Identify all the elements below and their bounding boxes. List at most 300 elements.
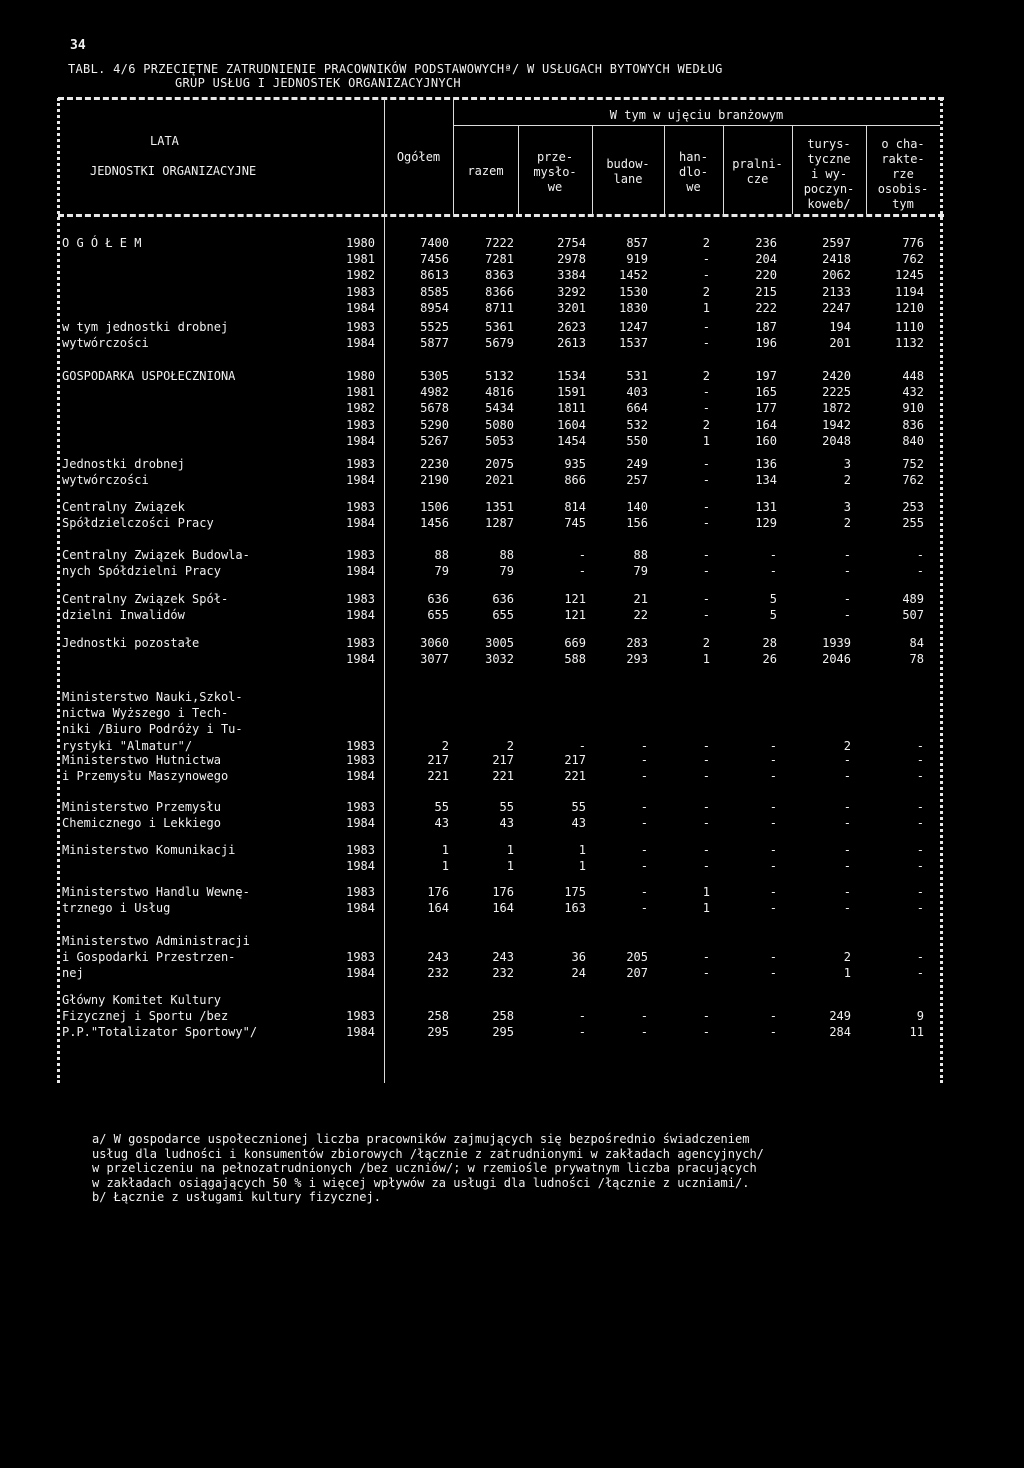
data-cell: 295 bbox=[427, 1025, 449, 1040]
row-year: 1983 bbox=[346, 457, 375, 471]
row-year: 1980 bbox=[346, 369, 375, 383]
data-cell: - bbox=[843, 592, 851, 606]
data-cell: - bbox=[702, 516, 710, 531]
data-cell: 79 bbox=[499, 564, 514, 579]
row-year: 1982 bbox=[346, 401, 375, 416]
data-cell: 1537 bbox=[619, 336, 648, 351]
row-label: nych Spółdzielni Pracy bbox=[62, 564, 221, 579]
data-cell: - bbox=[702, 268, 710, 283]
data-cell: 164 bbox=[755, 417, 777, 432]
row-year: 1984 bbox=[346, 336, 375, 351]
data-cell: - bbox=[702, 816, 710, 831]
data-cell: 217 bbox=[492, 753, 514, 767]
data-cell: - bbox=[769, 738, 777, 753]
data-cell: - bbox=[916, 753, 924, 767]
data-cell: 1 bbox=[506, 859, 514, 874]
row-year: 1983 bbox=[346, 753, 375, 767]
data-cell: 175 bbox=[564, 885, 586, 899]
data-cell: 1210 bbox=[895, 300, 924, 315]
data-cell: 176 bbox=[492, 885, 514, 899]
data-cell: 857 bbox=[626, 236, 648, 250]
data-cell: - bbox=[843, 564, 851, 579]
data-cell: 22 bbox=[633, 608, 648, 623]
data-cell: - bbox=[702, 401, 710, 416]
row-year: 1981 bbox=[346, 252, 375, 267]
data-cell: 1872 bbox=[822, 401, 851, 416]
data-cell: 221 bbox=[564, 769, 586, 784]
data-cell: - bbox=[702, 385, 710, 400]
data-cell: 55 bbox=[499, 800, 514, 814]
data-cell: 1591 bbox=[557, 385, 586, 400]
header-pralnicze: pralni- cze bbox=[732, 157, 783, 186]
data-cell: 1 bbox=[702, 652, 710, 667]
footnote-line: w przeliczeniu na pełnozatrudnionych /bez uczniów/; w rzemiośle prywatnym liczba pracujących bbox=[92, 1161, 757, 1175]
data-cell: 197 bbox=[755, 369, 777, 383]
data-cell: 78 bbox=[909, 652, 924, 667]
data-cell: - bbox=[702, 753, 710, 767]
data-cell: 36 bbox=[571, 950, 586, 965]
header-przemyslowe: prze- mysło- we bbox=[533, 150, 577, 194]
row-label: Ministerstwo Hutnictwa bbox=[62, 753, 221, 767]
row-label: niki /Biuro Podróży i Tu- bbox=[62, 722, 243, 737]
row-label: P.P."Totalizator Sportowy"/ bbox=[62, 1025, 258, 1040]
data-cell: - bbox=[843, 901, 851, 916]
data-cell: 243 bbox=[492, 950, 514, 965]
data-cell: 3005 bbox=[485, 636, 514, 650]
data-cell: - bbox=[702, 843, 710, 857]
data-cell: 257 bbox=[626, 473, 648, 488]
data-cell: 79 bbox=[434, 564, 449, 579]
data-cell: 4816 bbox=[485, 385, 514, 400]
data-cell: 55 bbox=[571, 800, 586, 814]
row-label: Ministerstwo Komunikacji bbox=[62, 843, 236, 857]
row-year: 1984 bbox=[346, 300, 375, 315]
data-cell: 207 bbox=[626, 966, 648, 981]
data-cell: 187 bbox=[755, 320, 777, 334]
data-cell: - bbox=[578, 564, 586, 579]
data-cell: 3077 bbox=[420, 652, 449, 667]
data-cell: 284 bbox=[829, 1025, 851, 1040]
data-cell: 1 bbox=[702, 433, 710, 448]
data-cell: - bbox=[702, 473, 710, 488]
data-cell: 2978 bbox=[557, 252, 586, 267]
data-cell: 88 bbox=[633, 548, 648, 562]
row-year: 1980 bbox=[346, 236, 375, 250]
data-cell: - bbox=[843, 816, 851, 831]
data-cell: - bbox=[702, 769, 710, 784]
data-cell: 7456 bbox=[420, 252, 449, 267]
data-cell: 1245 bbox=[895, 268, 924, 283]
data-cell: 1 bbox=[578, 859, 586, 874]
data-cell: 295 bbox=[492, 1025, 514, 1040]
data-cell: 3 bbox=[843, 457, 851, 471]
data-cell: 840 bbox=[902, 433, 924, 448]
data-cell: - bbox=[843, 548, 851, 562]
header-jednostki: JEDNOSTKI ORGANIZACYJNE bbox=[90, 164, 257, 178]
data-cell: 7222 bbox=[485, 236, 514, 250]
data-cell: 2623 bbox=[557, 320, 586, 334]
data-cell: 217 bbox=[427, 753, 449, 767]
row-year: 1983 bbox=[346, 636, 375, 650]
data-cell: 5305 bbox=[420, 369, 449, 383]
header-top-rule bbox=[58, 97, 944, 100]
data-cell: 164 bbox=[492, 901, 514, 916]
data-cell: - bbox=[916, 901, 924, 916]
data-cell: - bbox=[578, 1025, 586, 1040]
page-number: 34 bbox=[70, 38, 86, 53]
footnote-line: w zakładach osiągających 50 % i więcej wpływów za usługi dla ludności /łącznie z uczniami/. bbox=[92, 1175, 750, 1190]
data-cell: 5 bbox=[769, 608, 777, 623]
row-label: Centralny Związek bbox=[62, 500, 185, 514]
data-cell: - bbox=[640, 1025, 648, 1040]
data-cell: 1 bbox=[702, 300, 710, 315]
data-cell: 664 bbox=[626, 401, 648, 416]
data-cell: 1939 bbox=[822, 636, 851, 650]
data-cell: 3201 bbox=[557, 300, 586, 315]
data-cell: - bbox=[769, 564, 777, 579]
data-cell: 814 bbox=[564, 500, 586, 514]
data-cell: 204 bbox=[755, 252, 777, 267]
data-cell: 8613 bbox=[420, 268, 449, 283]
data-cell: 79 bbox=[633, 564, 648, 579]
data-cell: 134 bbox=[755, 473, 777, 488]
data-cell: 2 bbox=[702, 236, 710, 250]
data-cell: 8711 bbox=[485, 300, 514, 315]
row-year: 1983 bbox=[346, 738, 375, 753]
data-cell: 121 bbox=[564, 592, 586, 606]
row-year: 1983 bbox=[346, 500, 375, 514]
row-year: 1983 bbox=[346, 592, 375, 606]
data-cell: - bbox=[640, 901, 648, 916]
data-cell: - bbox=[769, 950, 777, 965]
row-label: Jednostki drobnej bbox=[62, 457, 185, 471]
column-divider bbox=[384, 98, 385, 1083]
data-cell: - bbox=[916, 816, 924, 831]
data-cell: - bbox=[640, 885, 648, 899]
data-cell: - bbox=[702, 608, 710, 623]
data-cell: 253 bbox=[902, 500, 924, 514]
data-cell: 866 bbox=[564, 473, 586, 488]
data-cell: 1534 bbox=[557, 369, 586, 383]
header-budowlane: budow- lane bbox=[606, 157, 650, 186]
data-cell: - bbox=[702, 457, 710, 471]
data-cell: 164 bbox=[427, 901, 449, 916]
data-cell: 121 bbox=[564, 608, 586, 623]
data-cell: 1506 bbox=[420, 500, 449, 514]
row-year: 1983 bbox=[346, 843, 375, 857]
data-cell: 1194 bbox=[895, 284, 924, 299]
data-cell: 2 bbox=[843, 473, 851, 488]
data-cell: - bbox=[916, 859, 924, 874]
data-cell: 2075 bbox=[485, 457, 514, 471]
header-handlowe: han- dlo- we bbox=[679, 150, 708, 194]
data-cell: - bbox=[640, 816, 648, 831]
data-cell: 8585 bbox=[420, 284, 449, 299]
header-turystyczne: turys- tyczne i wy- poczyn- koweb/ bbox=[803, 137, 855, 211]
data-cell: 1132 bbox=[895, 336, 924, 351]
data-cell: 5080 bbox=[485, 417, 514, 432]
data-cell: 2 bbox=[441, 738, 449, 753]
data-cell: - bbox=[702, 320, 710, 334]
header-w-tym: W tym w ujęciu branżowym bbox=[609, 108, 784, 122]
data-cell: 2021 bbox=[485, 473, 514, 488]
data-cell: 507 bbox=[902, 608, 924, 623]
row-label: Główny Komitet Kultury bbox=[62, 993, 221, 1007]
row-label: Chemicznego i Lekkiego bbox=[62, 816, 221, 831]
data-cell: 136 bbox=[755, 457, 777, 471]
data-cell: 588 bbox=[564, 652, 586, 667]
data-cell: 9 bbox=[916, 1009, 924, 1024]
data-cell: 752 bbox=[902, 457, 924, 471]
data-cell: 531 bbox=[626, 369, 648, 383]
data-cell: 2133 bbox=[822, 284, 851, 299]
data-cell: 2230 bbox=[420, 457, 449, 471]
data-cell: - bbox=[916, 800, 924, 814]
row-label: i Przemysłu Maszynowego bbox=[62, 769, 229, 784]
data-cell: 2 bbox=[843, 950, 851, 965]
footnote-line: a/ W gospodarce uspołecznionej liczba pracowników zajmujących się bezpośrednio świadczeniem bbox=[92, 1132, 750, 1146]
data-cell: 2597 bbox=[822, 236, 851, 250]
data-cell: 910 bbox=[902, 401, 924, 416]
data-cell: 5053 bbox=[485, 433, 514, 448]
data-cell: - bbox=[702, 738, 710, 753]
data-cell: - bbox=[640, 753, 648, 767]
data-cell: - bbox=[843, 843, 851, 857]
data-cell: 1 bbox=[506, 843, 514, 857]
row-year: 1984 bbox=[346, 966, 375, 981]
data-cell: 1604 bbox=[557, 417, 586, 432]
data-cell: - bbox=[702, 548, 710, 562]
data-cell: 3060 bbox=[420, 636, 449, 650]
data-cell: 3032 bbox=[485, 652, 514, 667]
data-cell: 5267 bbox=[420, 433, 449, 448]
data-cell: 836 bbox=[902, 417, 924, 432]
header-o-charakterze-osobistym: o cha- rakte- rze osobis- tym bbox=[877, 137, 929, 211]
data-cell: 258 bbox=[427, 1009, 449, 1024]
data-cell: 5361 bbox=[485, 320, 514, 334]
data-cell: 1351 bbox=[485, 500, 514, 514]
header-ogolem: Ogółem bbox=[396, 150, 441, 164]
data-cell: 3384 bbox=[557, 268, 586, 283]
data-cell: 776 bbox=[902, 236, 924, 250]
data-cell: 2 bbox=[702, 636, 710, 650]
data-cell: 2 bbox=[702, 369, 710, 383]
data-cell: 43 bbox=[571, 816, 586, 831]
data-cell: - bbox=[769, 901, 777, 916]
data-cell: 1 bbox=[578, 843, 586, 857]
row-label: dzielni Inwalidów bbox=[62, 608, 185, 623]
data-cell: 1530 bbox=[619, 284, 648, 299]
data-cell: 1452 bbox=[619, 268, 648, 283]
data-cell: 5678 bbox=[420, 401, 449, 416]
data-cell: - bbox=[702, 592, 710, 606]
row-year: 1983 bbox=[346, 1009, 375, 1024]
data-cell: - bbox=[769, 753, 777, 767]
data-cell: - bbox=[578, 1009, 586, 1024]
table-right-edge bbox=[940, 98, 943, 1083]
data-cell: - bbox=[916, 950, 924, 965]
table-title-line-2: GRUP USŁUG I JEDNOSTEK ORGANIZACYJNYCH bbox=[175, 76, 461, 90]
data-cell: 232 bbox=[492, 966, 514, 981]
data-cell: 1830 bbox=[619, 300, 648, 315]
row-year: 1984 bbox=[346, 901, 375, 916]
row-year: 1983 bbox=[346, 885, 375, 899]
data-cell: - bbox=[640, 1009, 648, 1024]
data-cell: 5434 bbox=[485, 401, 514, 416]
data-cell: 249 bbox=[626, 457, 648, 471]
data-cell: 5525 bbox=[420, 320, 449, 334]
data-cell: 448 bbox=[902, 369, 924, 383]
row-label: i Gospodarki Przestrzen- bbox=[62, 950, 236, 965]
row-year: 1984 bbox=[346, 859, 375, 874]
data-cell: 201 bbox=[829, 336, 851, 351]
data-cell: 7281 bbox=[485, 252, 514, 267]
data-cell: 215 bbox=[755, 284, 777, 299]
data-cell: - bbox=[916, 966, 924, 981]
data-cell: 205 bbox=[626, 950, 648, 965]
data-cell: 1456 bbox=[420, 516, 449, 531]
row-year: 1983 bbox=[346, 548, 375, 562]
data-cell: - bbox=[769, 548, 777, 562]
data-cell: - bbox=[916, 769, 924, 784]
row-label: Centralny Związek Spół- bbox=[62, 592, 229, 606]
data-cell: 24 bbox=[571, 966, 586, 981]
data-cell: - bbox=[769, 816, 777, 831]
data-cell: 432 bbox=[902, 385, 924, 400]
data-cell: - bbox=[702, 1009, 710, 1024]
data-cell: 283 bbox=[626, 636, 648, 650]
data-cell: 2 bbox=[702, 284, 710, 299]
data-cell: 55 bbox=[434, 800, 449, 814]
data-cell: 762 bbox=[902, 252, 924, 267]
row-label: trznego i Usług bbox=[62, 901, 171, 916]
row-year: 1984 bbox=[346, 652, 375, 667]
row-label: wytwórczości bbox=[62, 473, 149, 488]
row-year: 1984 bbox=[346, 564, 375, 579]
data-cell: - bbox=[769, 769, 777, 784]
row-label: Spółdzielczości Pracy bbox=[62, 516, 214, 531]
data-cell: 669 bbox=[564, 636, 586, 650]
data-cell: 532 bbox=[626, 417, 648, 432]
row-label: rystyki "Almatur"/ bbox=[62, 738, 193, 753]
data-cell: - bbox=[702, 564, 710, 579]
row-year: 1984 bbox=[346, 516, 375, 531]
data-cell: 1 bbox=[702, 901, 710, 916]
data-cell: 489 bbox=[902, 592, 924, 606]
data-cell: 1942 bbox=[822, 417, 851, 432]
footnote-line: usług dla ludności i konsumentów zbiorowych /łącznie z zatrudnionymi w zakładach agencyjnych/ bbox=[92, 1146, 764, 1161]
row-label: Ministerstwo Przemysłu bbox=[62, 800, 221, 814]
data-cell: 293 bbox=[626, 652, 648, 667]
data-cell: 194 bbox=[829, 320, 851, 334]
data-cell: 5290 bbox=[420, 417, 449, 432]
data-cell: 165 bbox=[755, 385, 777, 400]
data-cell: - bbox=[843, 800, 851, 814]
data-cell: 156 bbox=[626, 516, 648, 531]
header-lata: LATA bbox=[150, 134, 179, 148]
data-cell: 2 bbox=[843, 516, 851, 531]
table-left-edge bbox=[57, 98, 60, 1083]
header-bottom-rule bbox=[58, 214, 944, 217]
data-cell: 5 bbox=[769, 592, 777, 606]
row-year: 1984 bbox=[346, 769, 375, 784]
data-cell: 2754 bbox=[557, 236, 586, 250]
row-label: Ministerstwo Handlu Wewnę- bbox=[62, 885, 250, 899]
data-cell: 1 bbox=[441, 843, 449, 857]
row-label: GOSPODARKA USPOŁECZNIONA bbox=[62, 369, 236, 383]
data-cell: 2 bbox=[843, 738, 851, 753]
data-cell: 249 bbox=[829, 1009, 851, 1024]
data-cell: - bbox=[640, 843, 648, 857]
row-year: 1983 bbox=[346, 284, 375, 299]
data-cell: 88 bbox=[434, 548, 449, 562]
row-label: w tym jednostki drobnej bbox=[62, 320, 229, 334]
data-cell: 5679 bbox=[485, 336, 514, 351]
data-cell: - bbox=[916, 738, 924, 753]
data-cell: 1811 bbox=[557, 401, 586, 416]
data-cell: - bbox=[843, 608, 851, 623]
data-cell: 176 bbox=[427, 885, 449, 899]
data-cell: - bbox=[702, 336, 710, 351]
data-cell: 221 bbox=[427, 769, 449, 784]
data-cell: - bbox=[843, 753, 851, 767]
data-cell: 636 bbox=[427, 592, 449, 606]
data-cell: - bbox=[769, 1025, 777, 1040]
footnote-line: b/ Łącznie z usługami kultury fizycznej. bbox=[92, 1190, 381, 1204]
data-cell: 1 bbox=[843, 966, 851, 981]
data-cell: 1287 bbox=[485, 516, 514, 531]
data-cell: - bbox=[916, 564, 924, 579]
data-cell: 1247 bbox=[619, 320, 648, 334]
row-label: wytwórczości bbox=[62, 336, 149, 351]
data-cell: - bbox=[769, 1009, 777, 1024]
data-cell: 2247 bbox=[822, 300, 851, 315]
data-cell: 1 bbox=[441, 859, 449, 874]
data-cell: 2062 bbox=[822, 268, 851, 283]
row-year: 1984 bbox=[346, 473, 375, 488]
data-cell: - bbox=[843, 885, 851, 899]
data-cell: 8954 bbox=[420, 300, 449, 315]
data-cell: 196 bbox=[755, 336, 777, 351]
data-cell: 43 bbox=[499, 816, 514, 831]
data-cell: - bbox=[843, 769, 851, 784]
row-year: 1983 bbox=[346, 417, 375, 432]
data-cell: 762 bbox=[902, 473, 924, 488]
data-cell: - bbox=[916, 843, 924, 857]
data-cell: 5132 bbox=[485, 369, 514, 383]
data-cell: - bbox=[769, 843, 777, 857]
data-cell: 3292 bbox=[557, 284, 586, 299]
data-cell: 7400 bbox=[420, 236, 449, 250]
data-cell: 1454 bbox=[557, 433, 586, 448]
data-cell: 255 bbox=[902, 516, 924, 531]
data-cell: 131 bbox=[755, 500, 777, 514]
data-cell: - bbox=[702, 966, 710, 981]
row-label: Centralny Związek Budowla- bbox=[62, 548, 250, 562]
data-cell: - bbox=[702, 800, 710, 814]
row-year: 1981 bbox=[346, 385, 375, 400]
data-cell: - bbox=[916, 885, 924, 899]
row-year: 1984 bbox=[346, 1025, 375, 1040]
row-year: 1983 bbox=[346, 320, 375, 334]
data-cell: 177 bbox=[755, 401, 777, 416]
data-cell: 8366 bbox=[485, 284, 514, 299]
data-cell: - bbox=[843, 859, 851, 874]
data-cell: 2048 bbox=[822, 433, 851, 448]
data-cell: 655 bbox=[492, 608, 514, 623]
row-label: nej bbox=[62, 966, 84, 981]
data-cell: 1110 bbox=[895, 320, 924, 334]
